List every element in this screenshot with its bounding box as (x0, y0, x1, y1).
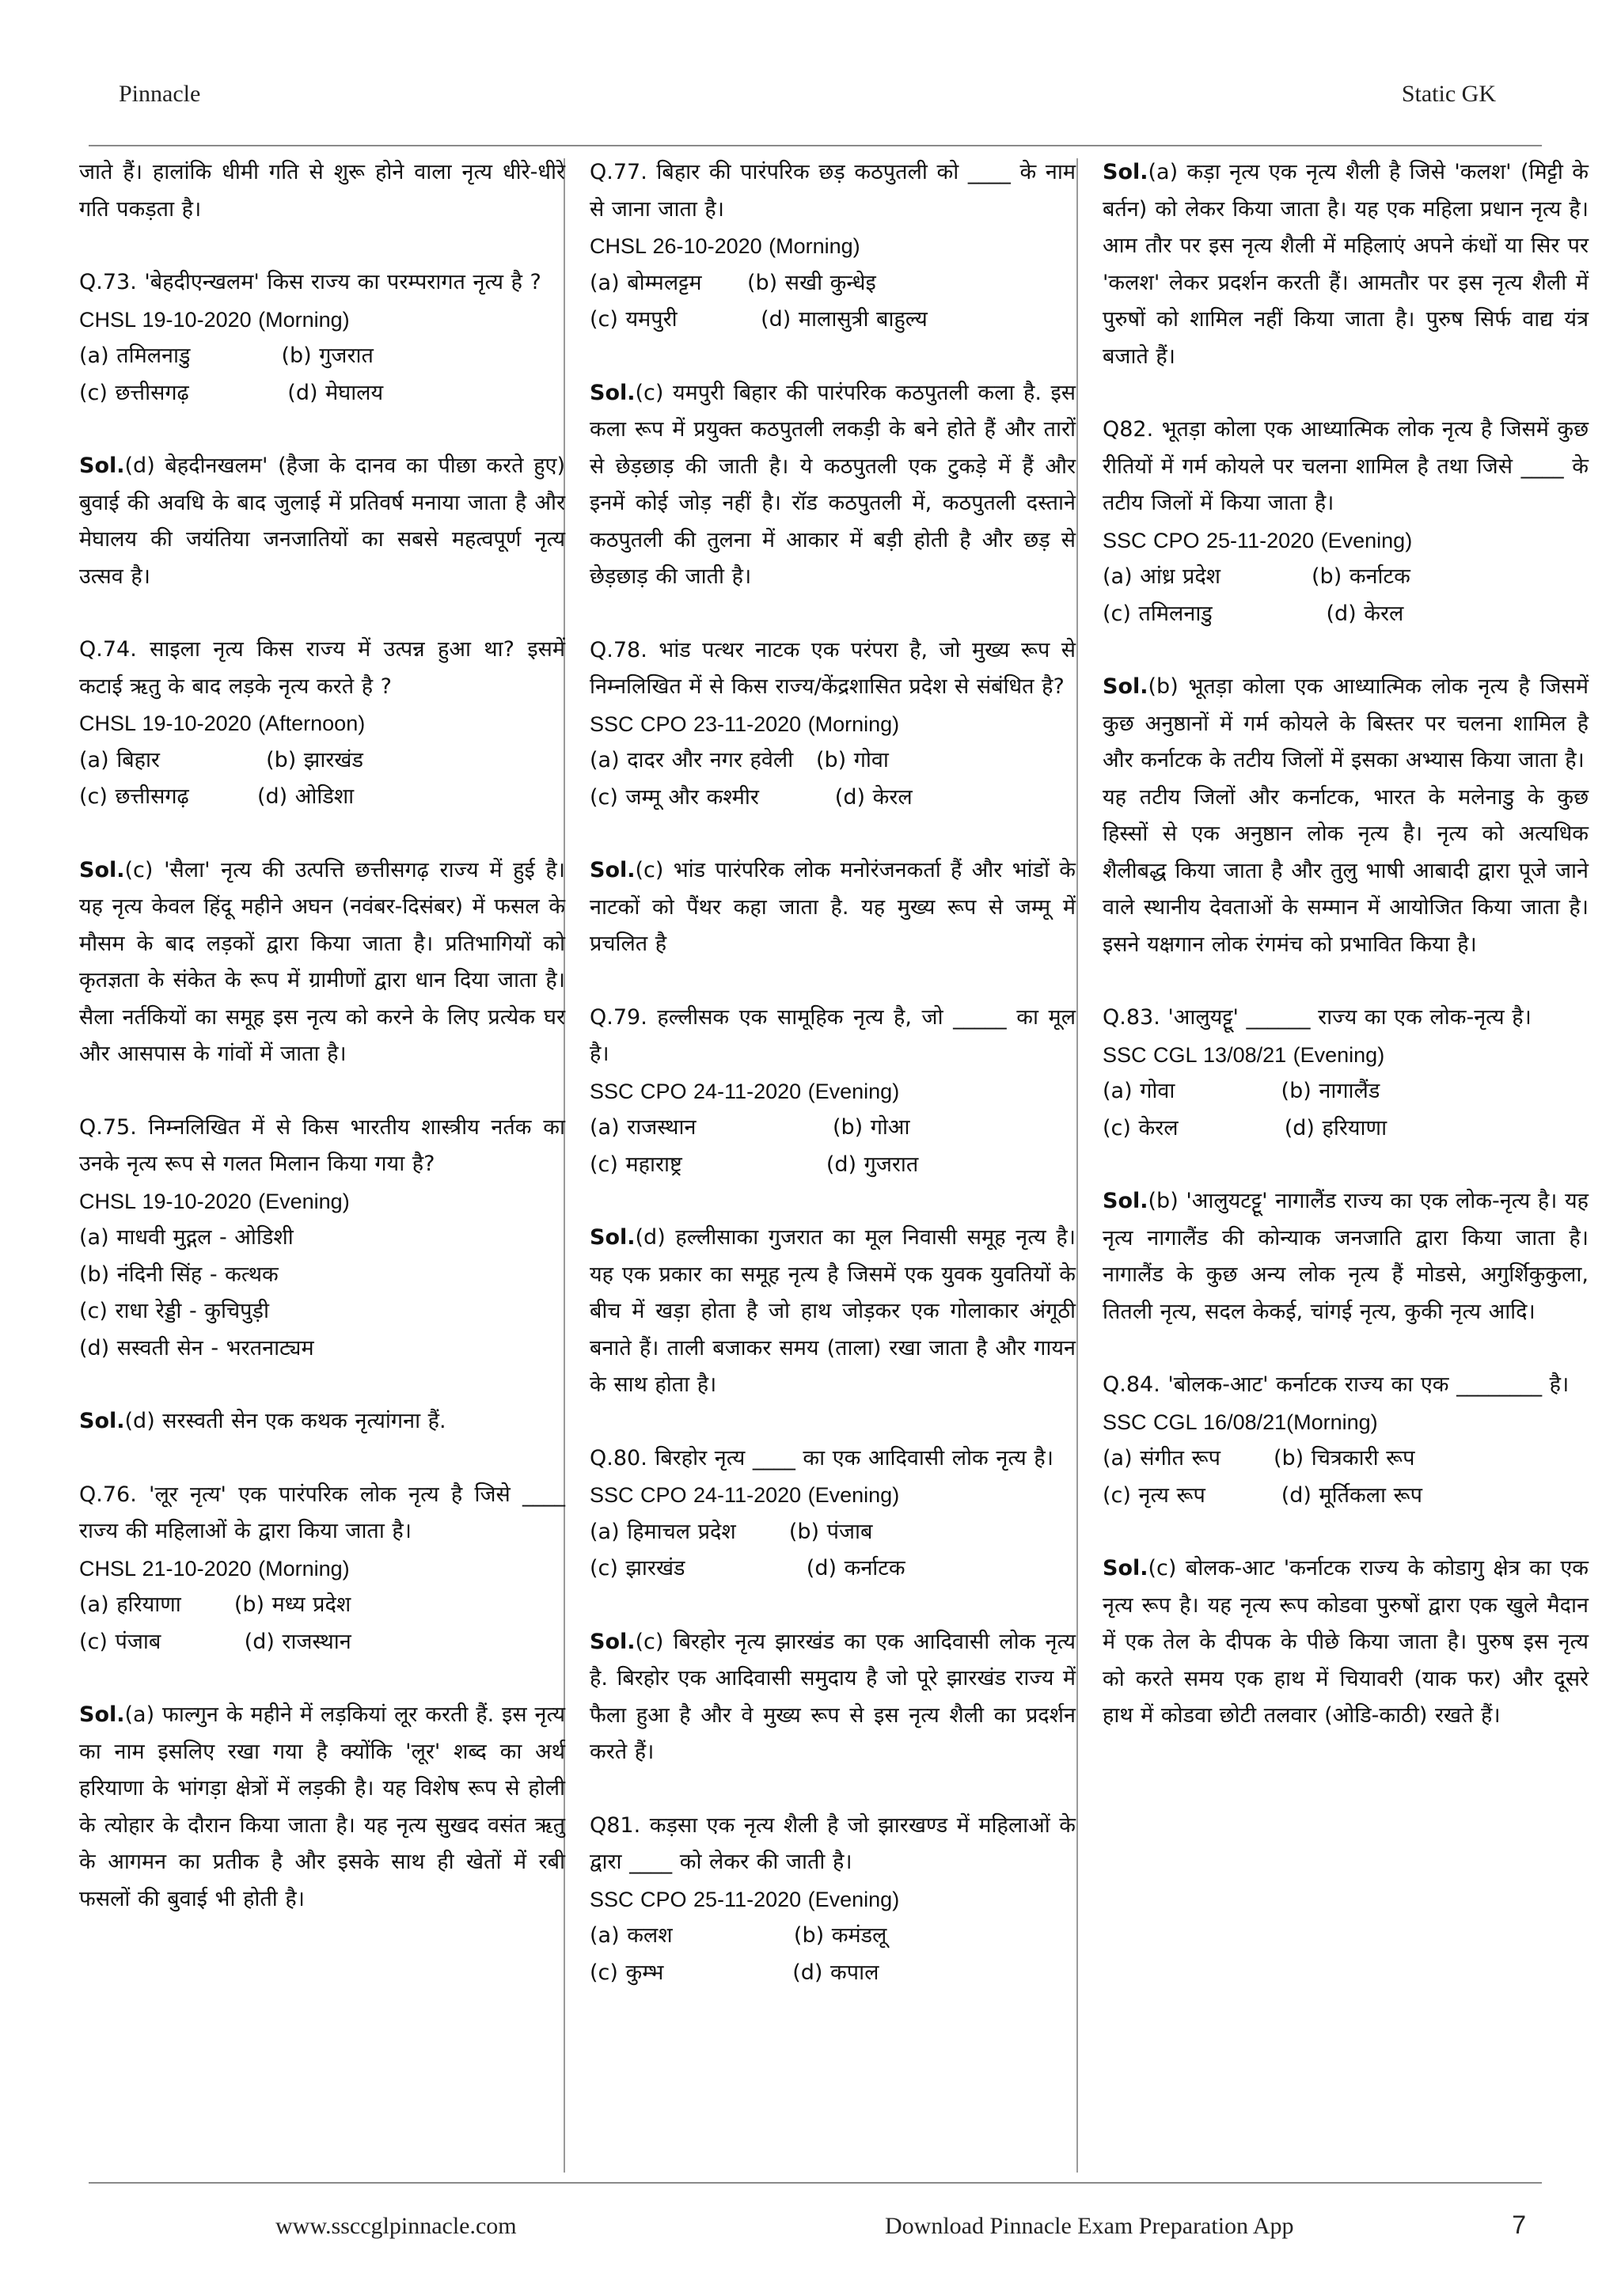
solution-text: (d) हल्लीसाका गुजरात का मूल निवासी समूह नृत्य है। यह एक प्रकार का समूह नृत्य है जिसमें एक युवक युवतियों के बीच में खड़ा होता है जो हाथ जोड़कर एक गोलाकार अंगूठी बनाते हैं। ताली बजाकर समय (ताला) रखा जाता है और गायन के साथ होता है। (590, 1225, 1076, 1397)
solution-text: (c) बिरहोर नृत्य झारखंड का एक आदिवासी लोक नृत्य है. बिरहोर एक आदिवासी समुदाय है जो पूरे झारखंड राज्य में फैला हुआ है और वे मुख्य रूप से इस नृत्य शैली का प्रदर्शन करते हैं। (590, 1629, 1076, 1764)
question-81 (590, 1808, 1076, 1992)
solution-label: Sol. (1103, 160, 1148, 184)
exam-source: SSC CPO 23-11-2020 (Morning) (590, 712, 900, 736)
exam-source: SSC CGL 13/08/21 (Evening) (1103, 1042, 1385, 1067)
options-row: (c) कुम्भ (d) कपाल (590, 1960, 879, 1985)
continued-text: जाते हैं। हालांकि धीमी गति से शुरू होने वाला नृत्य धीरे-धीरे गति पकड़ता है। (79, 160, 565, 222)
solution-text: (c) भांड पारंपरिक लोक मनोरंजनकर्ता हैं और भांडों के नाटकों को पैंथर कहा जाता है. यह मुख्य रूप से जम्मू में प्रचलित है (590, 858, 1076, 956)
column-2 (590, 154, 1076, 2028)
options-row: (c) पंजाब (d) राजस्थान (79, 1629, 351, 1654)
options-row: (a) राजस्थान (b) गोआ (590, 1115, 910, 1140)
solution-label: Sol. (79, 1409, 125, 1433)
options-row: (a) हरियाणा (b) मध्य प्रदेश (79, 1592, 351, 1617)
solution-label: Sol. (79, 454, 125, 478)
solution-label: Sol. (79, 1702, 125, 1727)
exam-source: SSC CGL 16/08/21(Morning) (1103, 1410, 1378, 1434)
solution-text: (a) फाल्गुन के महीने में लड़कियां लूर करती हैं. इस नृत्य का नाम इसलिए रखा गया है क्योंकि 'लूर' शब्द का अर्थ हरियाणा के भांगड़ा क्षेत्रों में लड़की है। यह विशेष रूप से होली के त्योहार के दौरान किया जाता है। यह नृत्य सुखद वसंत ऋतु के आगमन का प्रतीक है और इसके साथ ही खेतों में रबी फसलों की बुवाई भी होती है। (79, 1702, 566, 1911)
question-77 (590, 154, 1076, 339)
solution-label: Sol. (1103, 1189, 1148, 1213)
solution-text: (b) भूतड़ा कोला एक आध्यात्मिक लोक नृत्य है जिसमें कुछ अनुष्ठानों में गर्म कोयले के बिस्तर पर चलना शामिल है और कर्नाटक के तटीय जिलों में इसका अभ्यास किया जाता है। (1103, 674, 1589, 772)
options-row: (c) तमिलनाडु (d) केरल (1103, 601, 1404, 626)
question-83 (1103, 1000, 1589, 1147)
options-row: (c) छत्तीसगढ़ (d) मेघालय (79, 380, 384, 405)
exam-source: CHSL 19-10-2020 (Evening) (79, 1189, 350, 1213)
question-84 (1103, 1367, 1589, 1514)
solution-text: (a) कड़ा नृत्य एक नृत्य शैली है जिसे 'कलश' (मिट्टी के बर्तन) को लेकर किया जाता है। यह एक महिला प्रधान नृत्य है। आम तौर पर इस नृत्य शैली में महिलाएं अपने कंधों या सिर पर 'कलश' लेकर प्रदर्शन करती हैं। आमतौर पर इस नृत्य शैली में पुरुषों को शामिल नहीं किया जाता है। पुरुष सिर्फ वाद्य यंत्र बजाते हैं। (1103, 160, 1589, 369)
solution-text: (c) बोलक-आट 'कर्नाटक राज्य के कोडागु क्षेत्र का एक नृत्य रूप है। यह नृत्य रूप कोडवा पुरुषों द्वारा एक खुले मैदान में एक तेल के दीपक के पीछे किया जाता है। पुरुष इस नृत्य को करते समय एक हाथ में चियावरी (याक फर) और दूसरे हाथ में कोडवा छोटी तलवार (ओडि-काठी) रखते हैं। (1103, 1556, 1589, 1728)
exam-source: SSC CPO 25-11-2020 (Evening) (1103, 528, 1413, 552)
question-75 (79, 1110, 565, 1368)
options-row: (a) कलश (b) कमंडलू (590, 1923, 887, 1948)
solution-text: (c) यमपुरी बिहार की पारंपरिक कठपुतली कला है. इस कला रूप में प्रयुक्त कठपुतली लकड़ी के बने होते हैं और तारों से छेड़छाड़ की जाती है। ये कठपुतली एक टुकड़े में हैं और इनमें कोई जोड़ नहीं है। रॉड कठपुतली में, कठपुतली दस्ताने कठपुतली की तुलना में आकार में बड़ी होती है और छड़ से छेड़छाड़ की जाती है। (590, 380, 1076, 589)
solution-text: (d) बेहदीनखलम' (हैजा के दानव का पीछा करते हुए) बुवाई की अवधि के बाद जुलाई में प्रतिवर्ष मनाया जाता है और मेघालय की जयंतिया जनजातियों का सबसे महत्वपूर्ण नृत्य उत्सव है। (79, 454, 565, 589)
solution-74 (79, 852, 565, 1073)
options-row: (c) छत्तीसगढ़ (d) ओडिशा (79, 784, 355, 809)
solution-73 (79, 448, 565, 595)
exam-source: SSC CPO 24-11-2020 (Evening) (590, 1483, 900, 1507)
solution-77 (590, 375, 1076, 596)
solution-label: Sol. (590, 1225, 636, 1250)
options-row: (c) झारखंड (d) कर्नाटक (590, 1556, 905, 1581)
options-row: (c) यमपुरी (d) मालासुत्री बाहुल्य (590, 307, 928, 332)
options-row: (c) महाराष्ट्र (d) गुजरात (590, 1152, 919, 1177)
options-row: (c) नृत्य रूप (d) मूर्तिकला रूप (1103, 1482, 1422, 1508)
question-text: Q81. कड़सा एक नृत्य शैली है जो झारखण्ड में महिलाओं के द्वारा ____ को लेकर की जाती है। (590, 1812, 1076, 1874)
solution-label: Sol. (590, 858, 636, 882)
solution-label: Sol. (590, 1629, 636, 1654)
question-text: Q.83. 'आलुयट्टू' ______ राज्य का एक लोक-नृत्य है। (1103, 1005, 1532, 1030)
solution-76 (79, 1697, 565, 1918)
option-a: (a) माधवी मुद्गल - ओडिशी (79, 1225, 294, 1250)
exam-source: CHSL 19-10-2020 (Afternoon) (79, 712, 366, 735)
option-b: (b) नंदिनी सिंह - कत्थक (79, 1262, 279, 1287)
question-text: Q.74. साइला नृत्य किस राज्य में उत्पन्न हुआ था? इसमें कटाई ऋतु के बाद लड़के नृत्य करते है ? (79, 637, 565, 699)
question-text: Q.79. हल्लीसक एक सामूहिक नृत्य है, जो _____ का मूल है। (590, 1004, 1076, 1066)
question-80 (590, 1440, 1076, 1588)
question-74 (79, 632, 565, 816)
column-1 (79, 154, 565, 1954)
question-text: Q.84. 'बोलक-आट' कर्नाटक राज्य का एक ________ है। (1103, 1372, 1570, 1397)
options-row: (a) संगीत रूप (b) चित्रकारी रूप (1103, 1446, 1415, 1471)
option-d: (d) सस्वती सेन - भरतनाट्यम (79, 1335, 314, 1361)
page-number: 7 (1512, 2211, 1526, 2239)
solution-text: (c) 'सैला' नृत्य की उत्पत्ति छत्तीसगढ़ राज्य में हुई है। यह नृत्य केवल हिंदू महीने अघन (नवंबर-दिसंबर) में फसल के मौसम के बाद लड़कों द्वारा किया जाता है। प्रतिभागियों को कृतज्ञता के संकेत के रूप में ग्रामीणों द्वारा धान दिया जाता है। सैला नर्तकियों का समूह इस नृत्य को करने के लिए प्रत्येक घर और आसपास के गांवों में जाता है। (79, 857, 565, 1066)
exam-source: CHSL 26-10-2020 (Morning) (590, 234, 860, 258)
question-text: Q.77. बिहार की पारंपरिक छड़ कठपुतली को ____ के नाम से जाना जाता है। (590, 160, 1076, 222)
column-3 (1103, 154, 1589, 1771)
footer-website-link[interactable]: www.ssccglpinnacle.com (275, 2213, 517, 2239)
solution-label: Sol. (1103, 674, 1148, 699)
exam-source: SSC CPO 25-11-2020 (Evening) (590, 1887, 900, 1911)
exam-source: CHSL 19-10-2020 (Morning) (79, 307, 350, 332)
solution-label: Sol. (590, 380, 636, 405)
solution-label: Sol. (79, 857, 125, 882)
options-row: (c) केरल (d) हरियाणा (1103, 1115, 1388, 1140)
question-79 (590, 1000, 1076, 1184)
options-row: (a) आंध्र प्रदेश (b) कर्नाटक (1103, 564, 1410, 589)
options-row: (c) जम्मू और कश्मीर (d) केरल (590, 784, 913, 810)
solution-label: Sol. (1103, 1556, 1148, 1581)
question-text: Q.73. 'बेहदीएन्खलम' किस राज्य का परम्परागत नृत्य है ? (79, 270, 541, 294)
solution-79 (590, 1220, 1076, 1404)
solution-text: (b) 'आलुयटट्टू' नागालैंड राज्य का एक लोक-नृत्य है। यह नृत्य नागालैंड की कोन्याक जनजाति द्वारा किया जाता है। नागालैंड के कुछ अन्य लोक नृत्य हैं मोडसे, अगुर्शिकुकुला, तितली नृत्य, सदल केकई, चांगई नृत्य, कुकी नृत्य आदि। (1103, 1189, 1589, 1324)
options-row: (a) बोम्मलट्टम (b) सखी कुन्धेइ (590, 270, 876, 295)
solution-81 (1103, 154, 1589, 375)
header-brand: Pinnacle (119, 81, 201, 107)
options-row: (a) दादर और नगर हवेली (b) गोवा (590, 748, 889, 772)
solution-84 (1103, 1550, 1589, 1735)
solution-82 (1103, 669, 1589, 780)
solution-80 (590, 1624, 1076, 1771)
header-subject: Static GK (1401, 81, 1496, 107)
options-row: (a) हिमाचल प्रदेश (b) पंजाब (590, 1519, 873, 1544)
footer-app-promo: Download Pinnacle Exam Preparation App (885, 2213, 1294, 2239)
solution-text: (d) सरस्वती सेन एक कथक नृत्यांगना हैं. (124, 1409, 446, 1433)
question-82 (1103, 412, 1589, 632)
question-text: Q.76. 'लूर नृत्य' एक पारंपरिक लोक नृत्य है जिसे ____ राज्य की महिलाओं के द्वारा किया जाता है। (79, 1482, 565, 1543)
header-divider (89, 145, 1542, 146)
solution-82-continued: यह तटीय जिलों और कर्नाटक, भारत के मलेनाडु के कुछ हिस्सों से एक अनुष्ठान लोक नृत्य है। नृत्य को अत्यधिक शैलीबद्ध किया जाता है और तुलु भाषी आबादी द्वारा पूजे जाने वाले स्थानीय देवताओं के सम्मान में आयोजित किया जाता है। इसने यक्षगान लोक रंगमंच को प्रभावित किया है। (1103, 784, 1589, 957)
options-row: (a) गोवा (b) नागालैंड (1103, 1079, 1380, 1103)
column-divider-2 (1076, 158, 1078, 2173)
exam-source: CHSL 21-10-2020 (Morning) (79, 1556, 350, 1581)
question-text: Q82. भूतड़ा कोला एक आध्यात्मिक लोक नृत्य है जिसमें कुछ रीतियों में गर्म कोयले पर चलना शामिल है तथा जिसे ____ के तटीय जिलों में किया जाता है। (1103, 417, 1589, 515)
footer-divider (89, 2182, 1542, 2184)
options-row: (a) बिहार (b) झारखंड (79, 747, 363, 772)
options-row: (a) तमिलनाडु (b) गुजरात (79, 343, 374, 368)
solution-83 (1103, 1183, 1589, 1330)
question-text: Q.75. निम्नलिखित में से किस भारतीय शास्त्रीय नर्तक का उनके नृत्य रूप से गलत मिलान किया गया है? (79, 1114, 565, 1176)
solution-78 (590, 852, 1076, 963)
question-76 (79, 1477, 565, 1661)
question-text: Q.78. भांड पत्थर नाटक एक परंपरा है, जो मुख्य रूप से निम्नलिखित में से किस राज्य/केंद्रशासित प्रदेश से संबंधित है? (590, 637, 1076, 699)
question-73 (79, 264, 565, 412)
exam-source: SSC CPO 24-11-2020 (Evening) (590, 1079, 900, 1103)
solution-75 (79, 1403, 565, 1440)
option-c: (c) राधा रेड्डी - कुचिपुड़ी (79, 1299, 269, 1323)
question-text: Q.80. बिरहोर नृत्य ____ का एक आदिवासी लोक नृत्य है। (590, 1445, 1053, 1471)
question-78 (590, 632, 1076, 817)
